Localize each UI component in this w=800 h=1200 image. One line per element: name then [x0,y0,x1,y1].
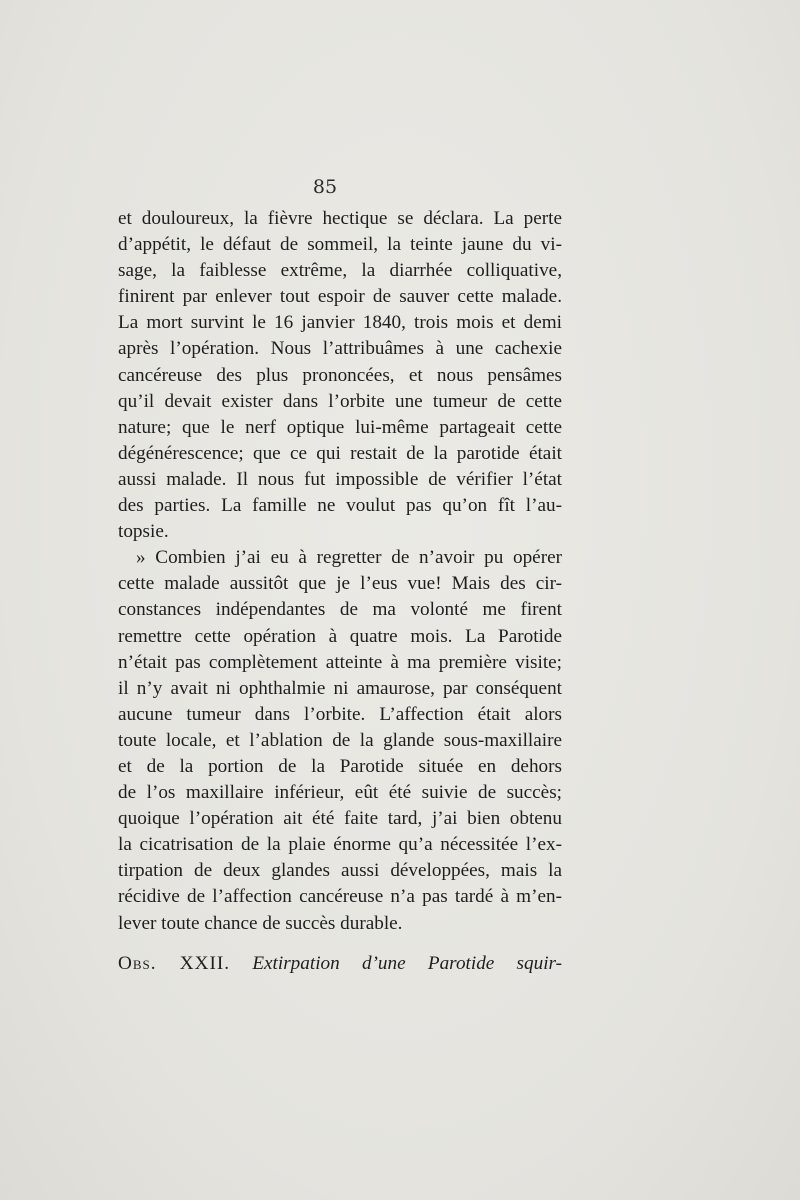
text-line: aussi malade. Il nous fut impossible de vérifier l’état [118,468,562,490]
text-line: lever toute chance de succès durable. [118,912,403,934]
text-line: quoique l’opération ait été faite tard, j’ai bien obtenu [118,808,562,830]
text-line: qu’il devait exister dans l’orbite une tumeur de cette [118,390,562,412]
observation-title: Extirpation d’une Parotide squir- [252,952,562,974]
text-line: de l’os maxillaire inférieur, eût été suivie de succès; [118,782,562,804]
page-number: 85 [312,176,338,198]
text-line: topsie. [118,521,169,543]
text-line: et de la portion de la Parotide située en dehors [118,755,562,777]
text-line: constances indépendantes de ma volonté me firent [118,599,562,621]
text-line: nature; que le nerf optique lui-même partageait cette [118,416,562,438]
text-line: récidive de l’affection cancéreuse n’a pas tardé à m’en- [118,886,562,908]
text-line: n’était pas complètement atteinte à ma première visite; [118,651,562,673]
text-line: et douloureux, la fièvre hectique se déclara. La perte [118,208,562,229]
text-line: des parties. La famille ne voulut pas qu’on fît l’au- [118,495,562,517]
text-line: sage, la faiblesse extrême, la diarrhée colliquative, [118,260,562,282]
text-line: il n’y avait ni ophthalmie ni amaurose, par conséquent [118,677,562,699]
text-line: toute locale, et l’ablation de la glande sous-maxillaire [118,729,562,751]
observation-label: Obs. XXII. [118,952,231,974]
text-line: finirent par enlever tout espoir de sauver cette malade. [118,286,562,308]
text-line: remettre cette opération à quatre mois. La Parotide [118,625,562,647]
text-line: tirpation de deux glandes aussi développées, mais la [118,860,562,882]
text-line: d’appétit, le défaut de sommeil, la teinte jaune du vi- [118,234,562,256]
text-line: cette malade aussitôt que je l’eus vue! Mais des cir- [118,573,562,595]
text-line: aucune tumeur dans l’orbite. L’affection était alors [118,703,562,725]
text-line: la cicatrisation de la plaie énorme qu’a nécessitée l’ex- [118,834,562,856]
body-text [118,206,562,977]
text-line: La mort survint le 16 janvier 1840, trois mois et demi [118,312,562,334]
text-line: cancéreuse des plus prononcées, et nous pensâmes [118,364,562,386]
text-line: dégénérescence; que ce qui restait de la parotide était [118,442,562,464]
observation-heading [118,951,562,977]
text-line: » Combien j’ai eu à regretter de n’avoir pu opérer [136,547,562,569]
text-line: après l’opération. Nous l’attribuâmes à une cachexie [118,338,562,360]
